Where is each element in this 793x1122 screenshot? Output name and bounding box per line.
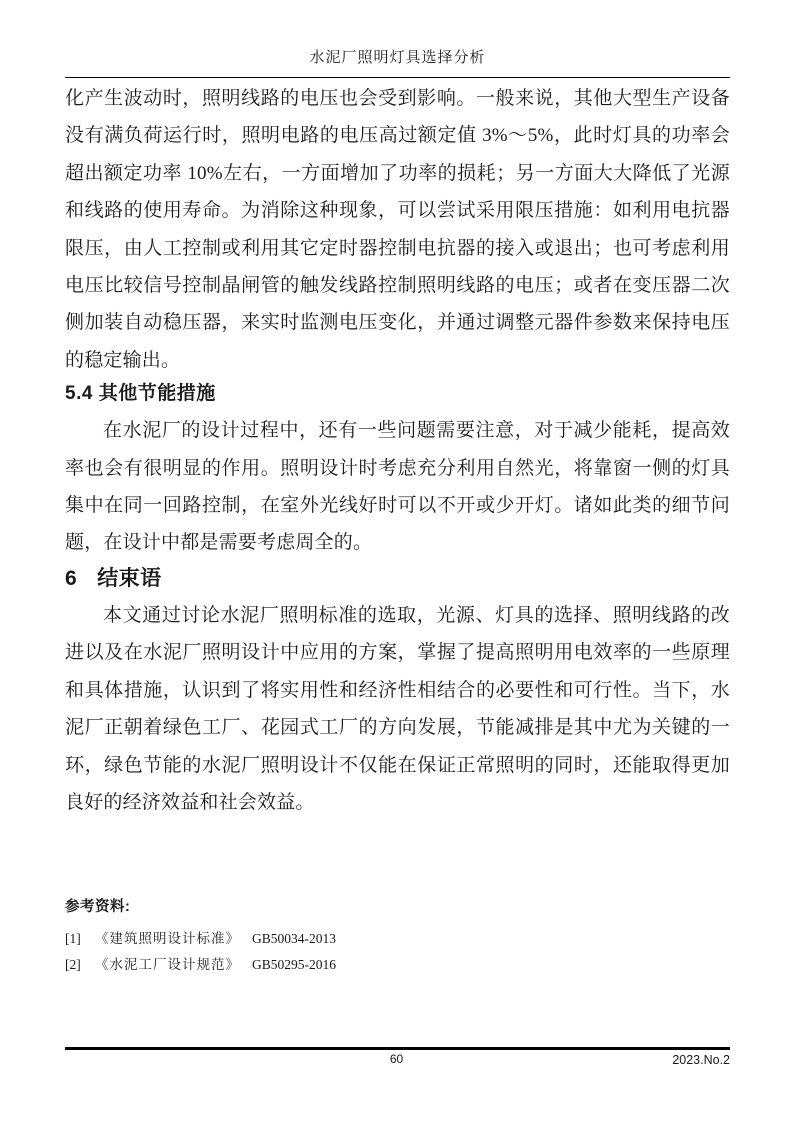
reference-index: [2]	[65, 957, 81, 972]
section-heading-6-number: 6	[65, 566, 78, 590]
running-title: 水泥厂照明灯具选择分析	[309, 50, 486, 66]
reference-item	[65, 926, 730, 952]
section-heading-6-text: 结束语	[97, 566, 162, 590]
reference-title: 《水泥工厂设计规范》	[95, 957, 240, 972]
document-body	[65, 80, 730, 821]
section-heading-6	[65, 563, 730, 595]
reference-item	[65, 952, 730, 978]
paragraph-voltage-continuation: 化产生波动时，照明线路的电压也会受到影响。一般来说，其他大型生产设备没有满负荷运行时，照明电路的电压高过额定值 3%～5%，此时灯具的功率会超出额定功率 10%左右，一方面增加了功率的损耗；另一方面大大降低了光源和线路的使用寿命。为消除这种现象，可以尝试采用限压措施：如利用电抗器限压，由人工控制或利用其它定时器控制电抗器的接入或退出；也可考虑利用电压比较信号控制晶闸管的触发线路控制照明线路的电压；或者在变压器二次侧加装自动稳压器，来实时监测电压变化，并通过调整元器件参数来保持电压的稳定输出。	[65, 88, 730, 371]
reference-index: [1]	[65, 931, 81, 946]
paragraph-section-6: 本文通过讨论水泥厂照明标准的选取，光源、灯具的选择、照明线路的改进以及在水泥厂照明设计中应用的方案，掌握了提高照明用电效率的一些原理和具体措施，认识到了将实用性和经济性相结合的必要性和可行性。当下，水泥厂正朝着绿色工厂、花园式工厂的方向发展，节能减排是其中尤为关键的一环，绿色节能的水泥厂照明设计不仅能在保证正常照明的同时，还能取得更加良好的经济效益和社会效益。	[65, 604, 730, 813]
footer-rule	[65, 1047, 730, 1050]
reference-code: GB50295-2016	[252, 957, 336, 972]
page-number: 60	[389, 1052, 404, 1066]
reference-title: 《建筑照明设计标准》	[95, 931, 240, 946]
section-heading-5-4: 5.4 其他节能措施	[65, 383, 216, 405]
page-header	[65, 46, 730, 78]
references-heading: 参考资料:	[65, 899, 131, 915]
references-block	[65, 895, 730, 978]
issue-label: 2023.No.2	[672, 1053, 730, 1067]
reference-code: GB50034-2013	[252, 931, 336, 946]
paragraph-section-5-4: 在水泥厂的设计过程中，还有一些问题需要注意，对于减少能耗，提高效率也会有很明显的作用。照明设计时考虑充分利用自然光，将靠窗一侧的灯具集中在同一回路控制，在室外光线好时可以不开或少开灯。诸如此类的细节问题，在设计中都是需要考虑周全的。	[65, 420, 730, 554]
